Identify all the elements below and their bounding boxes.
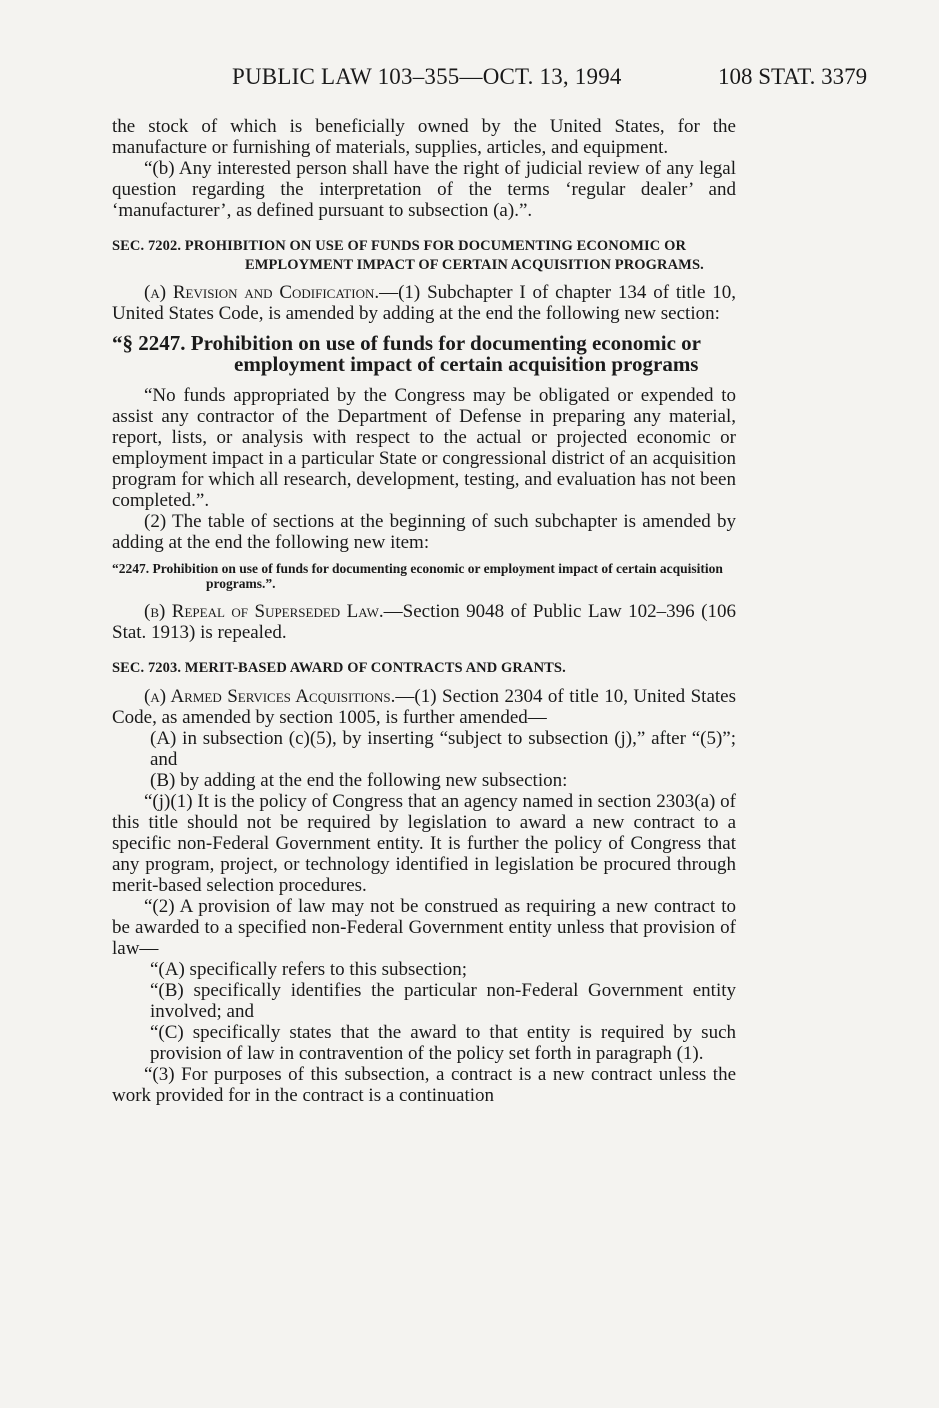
paragraph-armed-services: [112, 686, 736, 728]
paragraph-j3-purposes: “(3) For purposes of this subsection, a contract is a new contract unless the work provided for in the contract is a continuation: [112, 1063, 736, 1106]
paragraph-table-of-sections: (2) The table of sections at the beginning of such subchapter is amended by adding at the end the following new item:: [112, 511, 736, 553]
subsection-a2-lead: (a) Armed Services Acquisitions.: [144, 685, 396, 707]
paragraph-judicial-review: “(b) Any interested person shall have the right of judicial review of any legal question regarding the interpretation of the terms ‘regular dealer’ and ‘manufacturer’, as defined pursuant to subsection (a).”.: [112, 158, 736, 221]
paragraph-revision-codification: [112, 282, 736, 324]
paragraph-j2-provision: “(2) A provision of law may not be construed as requiring a new contract to be awarded to a specified non-Federal Government entity unless that provision of law—: [112, 895, 736, 959]
subsection-b-lead: (b) Repeal of Superseded Law.: [144, 601, 384, 622]
section-7203-heading: SEC. 7203. MERIT-BASED AWARD OF CONTRACTS AND GRANTS.: [112, 660, 566, 676]
new-section-2247-heading: “§ 2247. Prohibition on use of funds for documenting economic or employment impact of certain acquisition programs: [112, 331, 701, 376]
page-header-stat: 108 STAT. 3379: [718, 64, 868, 89]
paragraph-clause-a: (A) in subsection (c)(5), by inserting “subject to subsection (j),” after “(5)”; and: [150, 727, 736, 770]
section-7202-heading: SEC. 7202. PROHIBITION ON USE OF FUNDS FOR DOCUMENTING ECONOMIC OR EMPLOYMENT IMPACT OF CERTAIN ACQUISITION PROGRAMS.: [112, 238, 704, 273]
page-body: [112, 116, 736, 1106]
paragraph-clause-b: (B) by adding at the end the following new subsection:: [150, 769, 568, 791]
subsection-a-text: —(1) Subchapter I of chapter 134 of title 10, United States Code, is amended by adding at the end the following new section:: [112, 282, 736, 324]
paragraph-no-funds: “No funds appropriated by the Congress may be obligated or expended to assist any contractor of the Department of Defense in preparing any material, report, lists, or analysis with respect to the actual or projected economic or employment impact in a particular State or congressional district of an acquisition program for which all research, development, testing, and evaluation has not been completed.”.: [112, 385, 736, 511]
paragraph-j2-a: “(A) specifically refers to this subsection;: [150, 958, 468, 980]
subsection-a2-text: —(1) Section 2304 of title 10, United States Code, as amended by section 1005, is further amended—: [112, 685, 736, 728]
page-header-title: PUBLIC LAW 103–355—OCT. 13, 1994: [232, 64, 622, 89]
paragraph-j1-policy: “(j)(1) It is the policy of Congress that an agency named in section 2303(a) of this title should not be required by legislation to award a new contract to a specific non-Federal Government entity. It is further the policy of Congress that any program, project, or technology identified in legislation be procured through merit-based selection procedures.: [112, 790, 736, 896]
table-of-sections-item: “2247. Prohibition on use of funds for documenting economic or employment impact of certain acquisition programs.”.: [112, 561, 723, 591]
paragraph-j2-c: “(C) specifically states that the award to that entity is required by such provision of law in contravention of the policy set forth in paragraph (1).: [150, 1021, 736, 1064]
paragraph-j2-b: “(B) specifically identifies the particular non-Federal Government entity involved; and: [150, 979, 736, 1022]
subsection-a-lead: (a) Revision and Codification.: [144, 282, 380, 303]
paragraph-continuation: the stock of which is beneficially owned by the United States, for the manufacture or furnishing of materials, supplies, articles, and equipment.: [112, 116, 736, 158]
subsection-b-text: —Section 9048 of Public Law 102–396 (106 Stat. 1913) is repealed.: [112, 601, 736, 643]
paragraph-repeal: [112, 601, 736, 643]
